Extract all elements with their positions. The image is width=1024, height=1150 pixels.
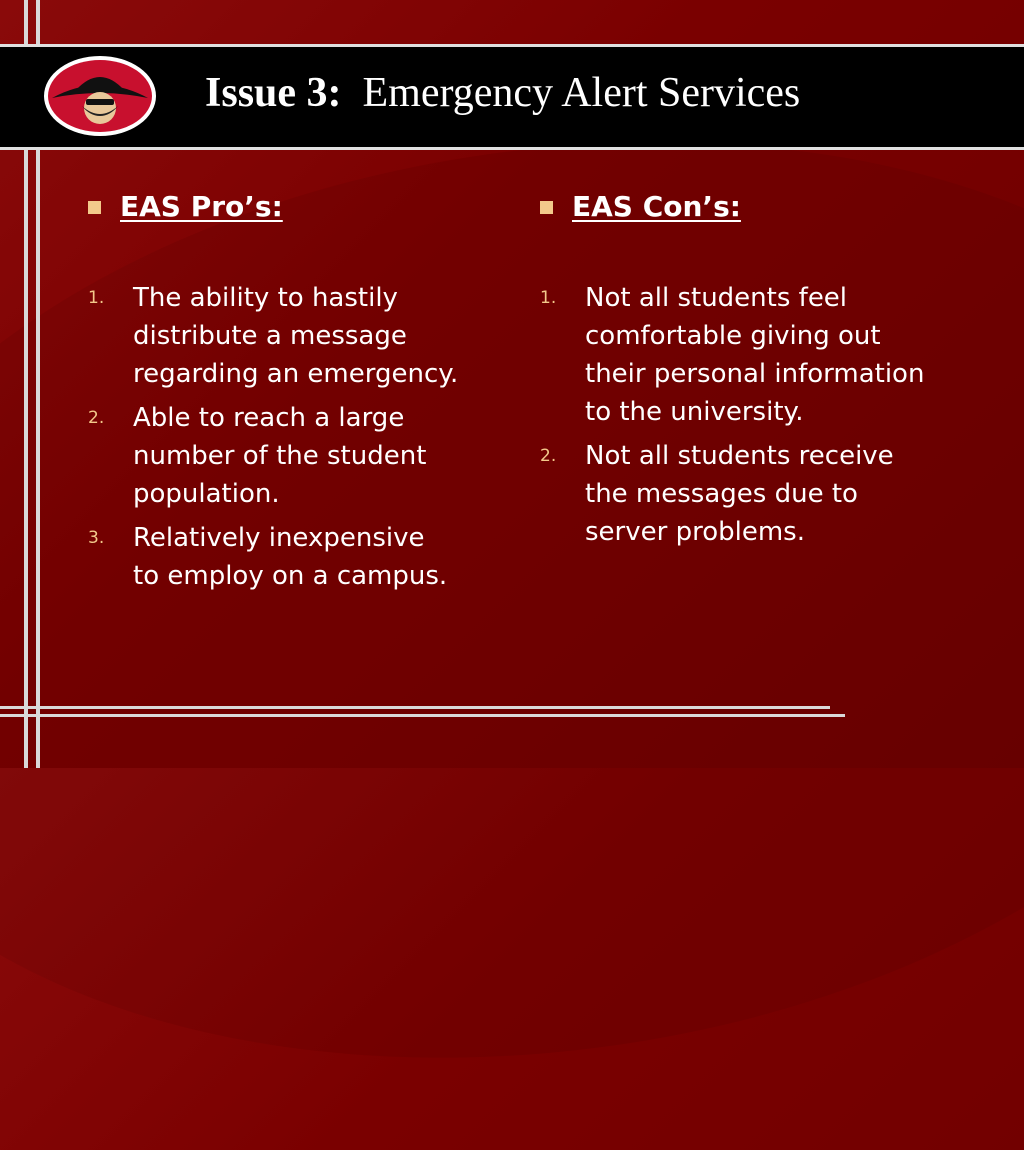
decorative-horizontal-line bbox=[0, 706, 830, 709]
list-item bbox=[88, 279, 518, 393]
pros-heading bbox=[88, 190, 518, 223]
list-item bbox=[540, 437, 970, 551]
pros-column bbox=[88, 190, 518, 601]
pros-list bbox=[88, 279, 518, 595]
list-number: 1. bbox=[88, 288, 105, 308]
text-line: number of the student bbox=[133, 441, 427, 471]
text-line: Not all students feel bbox=[585, 283, 848, 313]
text-line: to employ on a campus. bbox=[133, 561, 448, 591]
cons-heading-text: EAS Con’s: bbox=[572, 190, 741, 223]
list-number: 2. bbox=[540, 446, 557, 466]
list-item-text bbox=[133, 519, 447, 595]
square-bullet-icon bbox=[540, 201, 553, 214]
list-item-text bbox=[133, 399, 426, 513]
text-line: comfortable giving out bbox=[585, 321, 881, 351]
cons-heading bbox=[540, 190, 970, 223]
cons-column bbox=[540, 190, 970, 557]
list-number: 2. bbox=[88, 408, 105, 428]
cons-list bbox=[540, 279, 970, 551]
text-line: Not all students receive bbox=[585, 441, 894, 471]
text-line: the messages due to bbox=[585, 479, 858, 509]
list-number: 1. bbox=[540, 288, 557, 308]
title-label: Issue 3: bbox=[205, 70, 342, 116]
pros-heading-text: EAS Pro’s: bbox=[120, 190, 283, 223]
text-line: server problems. bbox=[585, 517, 805, 547]
decorative-horizontal-line bbox=[0, 714, 845, 717]
list-item-text bbox=[585, 437, 894, 551]
text-line: their personal information bbox=[585, 359, 925, 389]
list-item-text bbox=[133, 279, 458, 393]
title-bar bbox=[0, 44, 1024, 150]
text-line: The ability to hastily bbox=[133, 283, 398, 313]
rebel-mascot-logo-icon bbox=[42, 52, 158, 140]
square-bullet-icon bbox=[88, 201, 101, 214]
text-line: population. bbox=[133, 479, 280, 509]
list-number: 3. bbox=[88, 528, 105, 548]
text-line: distribute a message bbox=[133, 321, 407, 351]
text-line: Relatively inexpensive bbox=[133, 523, 425, 553]
text-line: Able to reach a large bbox=[133, 403, 405, 433]
text-line: to the university. bbox=[585, 397, 804, 427]
list-item bbox=[540, 279, 970, 431]
list-item-text bbox=[585, 279, 924, 431]
list-item bbox=[88, 519, 518, 595]
slide-title bbox=[205, 69, 800, 117]
text-line: regarding an emergency. bbox=[133, 359, 459, 389]
list-item bbox=[88, 399, 518, 513]
title-text: Emergency Alert Services bbox=[362, 70, 801, 116]
